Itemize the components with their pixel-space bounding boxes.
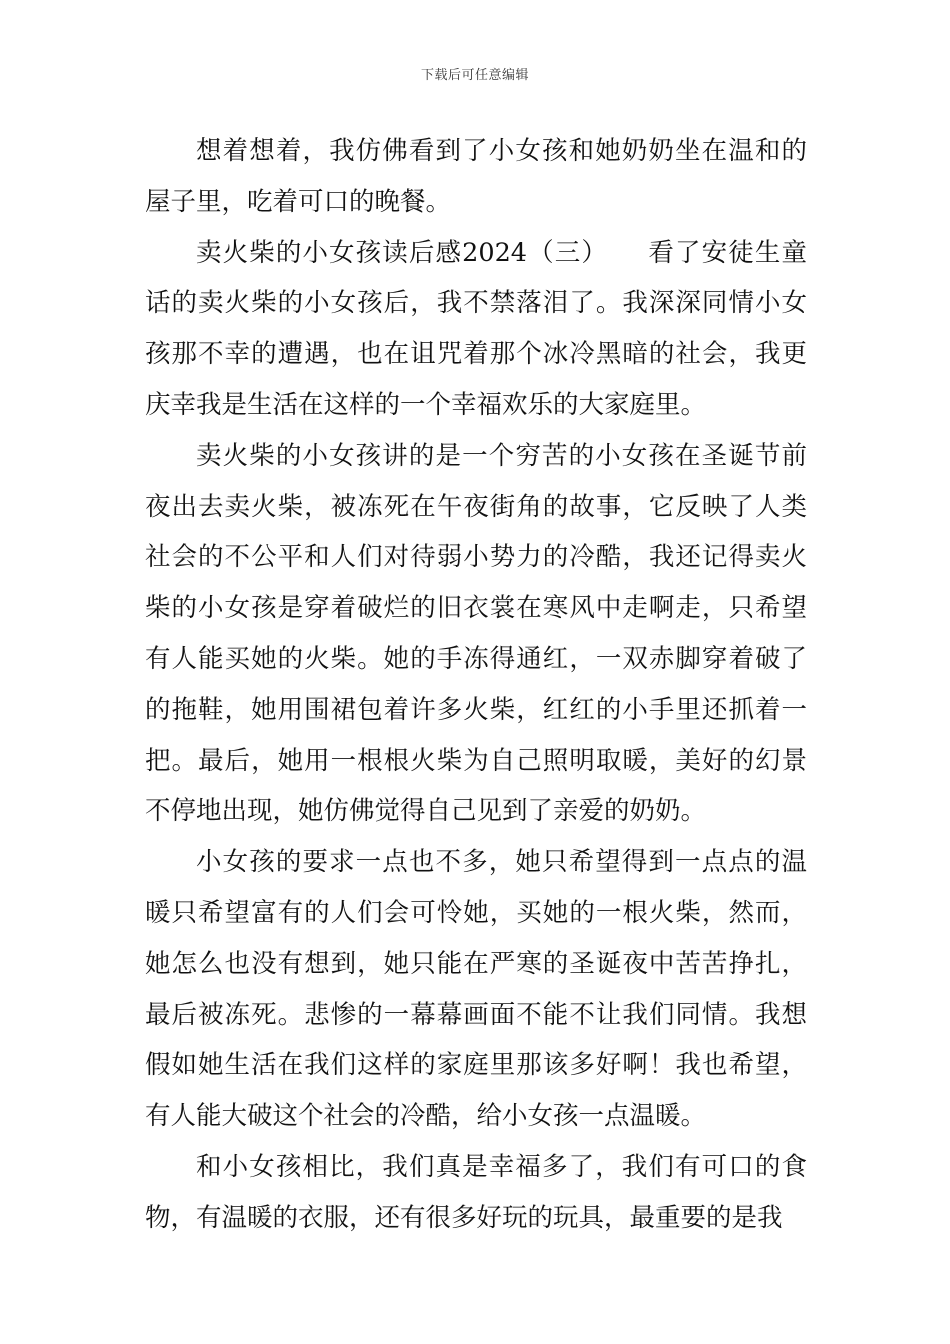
document-body bbox=[145, 126, 807, 1244]
paragraph-3: 卖火柴的小女孩讲的是一个穷苦的小女孩在圣诞节前夜出去卖火柴，被冻死在午夜街角的故事，它反映了人类社会的不公平和人们对待弱小势力的冷酷，我还记得卖火柴的小女孩是穿着破烂的旧衣裳在寒风中走啊走，只希望有人能买她的火柴。她的手冻得通红，一双赤脚穿着破了的拖鞋，她用围裙包着许多火柴，红红的小手里还抓着一把。最后，她用一根根火柴为自己照明取暖，美好的幻景不停地出现，她仿佛觉得自己见到了亲爱的奶奶。 bbox=[145, 440, 807, 827]
paragraph-2: 卖火柴的小女孩读后感2024（三） 看了安徒生童话的卖火柴的小女孩后，我不禁落泪了。我深深同情小女孩那不幸的遭遇，也在诅咒着那个冰冷黑暗的社会，我更庆幸我是生活在这样的一个幸福欢乐的大家庭里。 bbox=[145, 237, 807, 420]
paragraph-1: 想着想着，我仿佛看到了小女孩和她奶奶坐在温和的屋子里，吃着可口的晚餐。 bbox=[145, 136, 807, 217]
paragraph-5: 和小女孩相比，我们真是幸福多了，我们有可口的食物，有温暖的衣服，还有很多好玩的玩具，最重要的是我 bbox=[145, 1151, 807, 1233]
page-header: 下载后可任意编辑 bbox=[420, 68, 529, 83]
paragraph-4: 小女孩的要求一点也不多，她只希望得到一点点的温暖只希望富有的人们会可怜她，买她的一根火柴，然而，她怎么也没有想到，她只能在严寒的圣诞夜中苦苦挣扎，最后被冻死。悲惨的一幕幕画面不能不让我们同情。我想假如她生活在我们这样的家庭里那该多好啊！我也希望，有人能大破这个社会的冷酷，给小女孩一点温暖。 bbox=[145, 847, 807, 1132]
